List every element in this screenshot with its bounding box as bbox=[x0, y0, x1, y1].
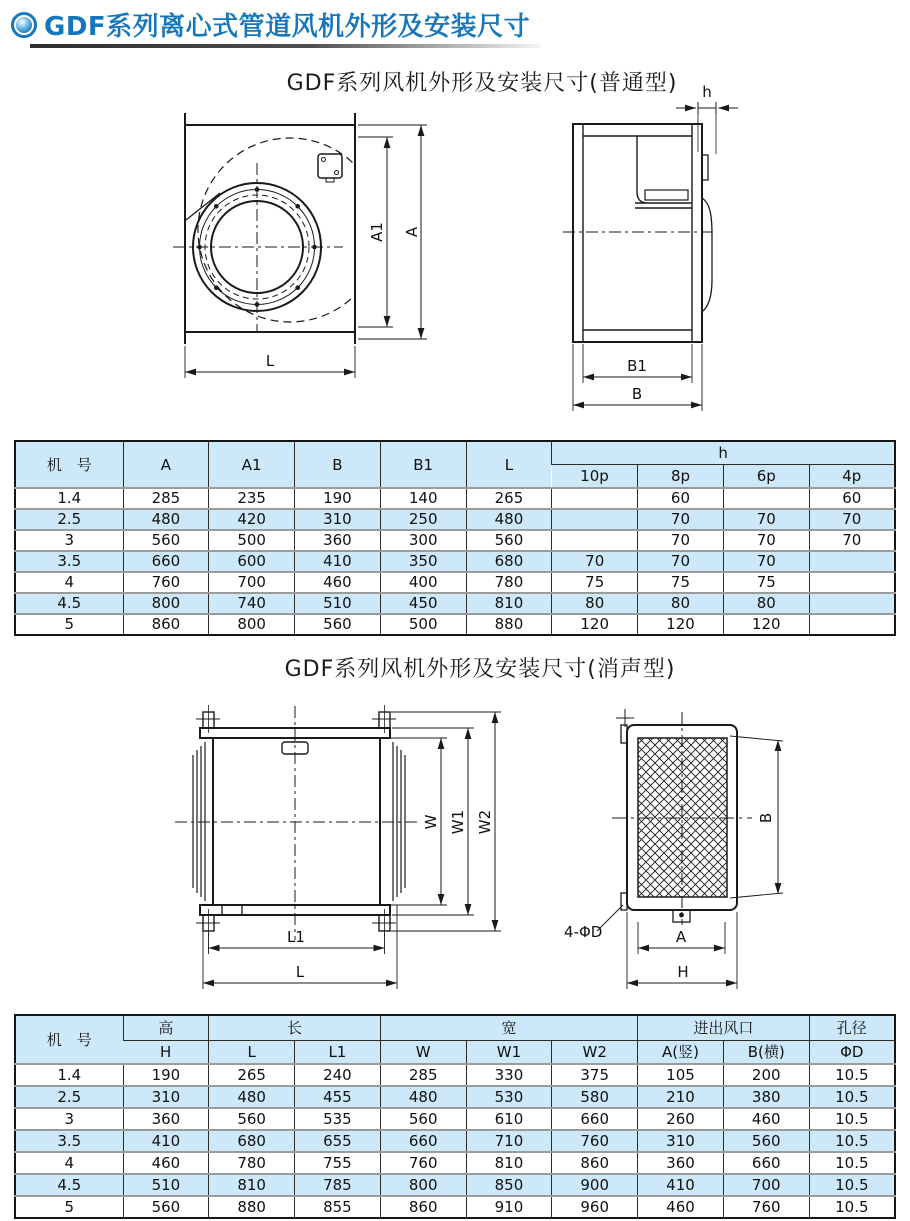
value-cell: 410 bbox=[123, 1130, 209, 1152]
value-cell: 70 bbox=[723, 509, 809, 530]
section2-subtitle: GDF系列风机外形及安装尺寸(消声型) bbox=[284, 657, 676, 682]
value-cell: 680 bbox=[466, 551, 552, 572]
silencer-front-view bbox=[597, 709, 783, 989]
table-row bbox=[15, 1130, 895, 1152]
bullseye-icon bbox=[11, 12, 37, 38]
value-cell: 850 bbox=[466, 1174, 552, 1196]
value-cell: 760 bbox=[723, 1196, 809, 1218]
machine-no-cell: 4.5 bbox=[57, 594, 82, 612]
junction-box bbox=[318, 154, 342, 182]
value-cell: 560 bbox=[209, 1108, 295, 1130]
col-header-L: L bbox=[209, 1041, 295, 1065]
dim-label-a: A bbox=[675, 928, 687, 946]
value-cell: 810 bbox=[466, 593, 552, 614]
value-cell: 265 bbox=[209, 1064, 295, 1086]
value-cell: 960 bbox=[552, 1196, 638, 1218]
value-cell: 10.5 bbox=[809, 1130, 895, 1152]
table-row bbox=[15, 488, 895, 509]
value-cell: 380 bbox=[723, 1086, 809, 1108]
machine-no-cell: 5 bbox=[64, 1198, 75, 1216]
value-cell: 360 bbox=[638, 1152, 724, 1174]
table-row bbox=[15, 530, 895, 551]
col-group-inlet-outlet: 进出风口 bbox=[638, 1015, 810, 1041]
value-cell: 510 bbox=[123, 1174, 209, 1196]
value-cell: 810 bbox=[209, 1174, 295, 1196]
side-view bbox=[563, 102, 738, 411]
silencer-table-body bbox=[15, 1064, 895, 1218]
col-header-machine-no: 机 号 bbox=[15, 1015, 123, 1064]
col-group-height: 高 bbox=[123, 1015, 209, 1041]
value-cell: 70 bbox=[723, 530, 809, 551]
value-cell: 480 bbox=[123, 509, 209, 530]
value-cell: 480 bbox=[209, 1086, 295, 1108]
value-cell: 410 bbox=[295, 551, 381, 572]
col-group-length: 长 bbox=[209, 1015, 381, 1041]
value-cell: 70 bbox=[723, 551, 809, 572]
col-header-h-group: h bbox=[552, 441, 895, 465]
value-cell: 10.5 bbox=[809, 1108, 895, 1130]
col-header-L1: L1 bbox=[295, 1041, 381, 1065]
value-cell: 75 bbox=[723, 572, 809, 593]
value-cell: 700 bbox=[209, 572, 295, 593]
value-cell: 500 bbox=[380, 614, 466, 635]
silencer-dimensions-table bbox=[14, 1014, 896, 1219]
hole-callout-label: 4-ΦD bbox=[564, 923, 603, 941]
table-row bbox=[15, 551, 895, 572]
value-cell: 375 bbox=[552, 1064, 638, 1086]
col-group-width: 宽 bbox=[380, 1015, 637, 1041]
dim-label-a: A bbox=[403, 226, 421, 238]
machine-no-cell: 1.4 bbox=[57, 1066, 82, 1084]
value-cell: 860 bbox=[380, 1196, 466, 1218]
silencer-type-diagram bbox=[160, 700, 860, 1010]
value-cell: 455 bbox=[295, 1086, 381, 1108]
col-header-10p: 10p bbox=[552, 465, 638, 489]
value-cell: 70 bbox=[638, 551, 724, 572]
col-header-phi-d: ΦD bbox=[809, 1041, 895, 1065]
value-cell: 70 bbox=[638, 509, 724, 530]
normal-type-diagram bbox=[140, 80, 760, 440]
value-cell: 610 bbox=[466, 1108, 552, 1130]
col-header-A1: A1 bbox=[209, 441, 295, 488]
table-row bbox=[15, 1196, 895, 1218]
value-cell: 250 bbox=[380, 509, 466, 530]
value-cell: 880 bbox=[209, 1196, 295, 1218]
dim-label-w: W bbox=[422, 814, 440, 830]
value-cell: 755 bbox=[295, 1152, 381, 1174]
value-cell: 535 bbox=[295, 1108, 381, 1130]
value-cell: 75 bbox=[638, 572, 724, 593]
col-header-B-horiz: B(横) bbox=[723, 1041, 809, 1065]
value-cell: 660 bbox=[723, 1152, 809, 1174]
machine-no-cell: 4 bbox=[64, 1154, 75, 1172]
page-title: GDF系列离心式管道风机外形及安装尺寸 bbox=[44, 12, 531, 42]
value-cell: 105 bbox=[638, 1064, 724, 1086]
value-cell: 460 bbox=[295, 572, 381, 593]
value-cell: 330 bbox=[466, 1064, 552, 1086]
value-cell: 10.5 bbox=[809, 1152, 895, 1174]
value-cell bbox=[809, 572, 895, 593]
value-cell: 655 bbox=[295, 1130, 381, 1152]
value-cell: 10.5 bbox=[809, 1086, 895, 1108]
dim-label-h: H bbox=[677, 963, 689, 981]
col-header-6p: 6p bbox=[723, 465, 809, 489]
table-row bbox=[15, 572, 895, 593]
machine-no-cell: 2.5 bbox=[57, 1088, 82, 1106]
col-header-W: W bbox=[380, 1041, 466, 1065]
value-cell: 70 bbox=[638, 530, 724, 551]
value-cell: 75 bbox=[552, 572, 638, 593]
machine-no-cell: 5 bbox=[64, 615, 75, 633]
value-cell: 660 bbox=[123, 551, 209, 572]
table-row bbox=[15, 509, 895, 530]
value-cell: 70 bbox=[552, 551, 638, 572]
value-cell: 450 bbox=[380, 593, 466, 614]
value-cell: 285 bbox=[380, 1064, 466, 1086]
machine-no-cell: 4 bbox=[64, 573, 75, 591]
table-row bbox=[15, 1152, 895, 1174]
value-cell: 80 bbox=[723, 593, 809, 614]
value-cell bbox=[723, 488, 809, 509]
dim-label-w2: W2 bbox=[476, 809, 494, 835]
value-cell: 140 bbox=[380, 488, 466, 509]
value-cell: 760 bbox=[123, 572, 209, 593]
table-row bbox=[15, 1108, 895, 1130]
col-header-machine-no: 机 号 bbox=[15, 441, 123, 488]
value-cell: 560 bbox=[723, 1130, 809, 1152]
value-cell: 400 bbox=[380, 572, 466, 593]
front-view bbox=[173, 113, 427, 378]
value-cell: 560 bbox=[466, 530, 552, 551]
table-row bbox=[15, 614, 895, 635]
value-cell: 710 bbox=[466, 1130, 552, 1152]
value-cell bbox=[552, 488, 638, 509]
value-cell: 480 bbox=[466, 509, 552, 530]
value-cell: 80 bbox=[552, 593, 638, 614]
value-cell: 410 bbox=[638, 1174, 724, 1196]
dim-label-b1: B1 bbox=[627, 357, 647, 375]
silencer-side-view bbox=[175, 705, 501, 989]
value-cell: 10.5 bbox=[809, 1064, 895, 1086]
col-header-4p: 4p bbox=[809, 465, 895, 489]
col-header-B: B bbox=[295, 441, 381, 488]
col-header-H: H bbox=[123, 1041, 209, 1065]
col-header-B1: B1 bbox=[380, 441, 466, 488]
value-cell: 300 bbox=[380, 530, 466, 551]
value-cell: 460 bbox=[123, 1152, 209, 1174]
value-cell bbox=[552, 509, 638, 530]
machine-no-cell: 1.4 bbox=[57, 489, 82, 507]
value-cell: 560 bbox=[123, 1196, 209, 1218]
value-cell: 60 bbox=[809, 488, 895, 509]
table-row bbox=[15, 1086, 895, 1108]
machine-no-cell: 3.5 bbox=[57, 552, 82, 570]
dim-label-l1: L1 bbox=[287, 928, 305, 946]
value-cell: 740 bbox=[209, 593, 295, 614]
value-cell: 560 bbox=[123, 530, 209, 551]
section1-subtitle: GDF系列风机外形及安装尺寸(普通型) bbox=[286, 71, 678, 96]
value-cell: 420 bbox=[209, 509, 295, 530]
col-group-hole-dia: 孔径 bbox=[809, 1015, 895, 1041]
value-cell: 80 bbox=[638, 593, 724, 614]
machine-no-cell: 2.5 bbox=[57, 510, 82, 528]
table-row bbox=[15, 1174, 895, 1196]
dim-label-w1: W1 bbox=[449, 809, 467, 835]
value-cell: 855 bbox=[295, 1196, 381, 1218]
value-cell: 210 bbox=[638, 1086, 724, 1108]
normal-table-body bbox=[15, 488, 895, 635]
value-cell: 240 bbox=[295, 1064, 381, 1086]
value-cell: 860 bbox=[552, 1152, 638, 1174]
value-cell: 360 bbox=[123, 1108, 209, 1130]
value-cell: 310 bbox=[295, 509, 381, 530]
value-cell: 660 bbox=[552, 1108, 638, 1130]
value-cell: 780 bbox=[209, 1152, 295, 1174]
value-cell: 760 bbox=[552, 1130, 638, 1152]
value-cell: 285 bbox=[123, 488, 209, 509]
machine-no-cell: 3.5 bbox=[57, 1132, 82, 1150]
machine-no-cell: 3 bbox=[64, 1110, 75, 1128]
value-cell bbox=[809, 593, 895, 614]
value-cell: 190 bbox=[295, 488, 381, 509]
value-cell: 910 bbox=[466, 1196, 552, 1218]
col-header-L: L bbox=[466, 441, 552, 488]
dim-label-l: L bbox=[265, 352, 275, 370]
dim-label-b: B bbox=[631, 385, 643, 403]
value-cell: 10.5 bbox=[809, 1174, 895, 1196]
value-cell: 700 bbox=[723, 1174, 809, 1196]
value-cell: 800 bbox=[380, 1174, 466, 1196]
value-cell: 265 bbox=[466, 488, 552, 509]
motor-plate bbox=[645, 190, 688, 200]
machine-no-cell: 4.5 bbox=[57, 1176, 82, 1194]
value-cell: 800 bbox=[123, 593, 209, 614]
value-cell: 70 bbox=[809, 530, 895, 551]
value-cell: 600 bbox=[209, 551, 295, 572]
value-cell: 680 bbox=[209, 1130, 295, 1152]
value-cell: 60 bbox=[638, 488, 724, 509]
value-cell: 580 bbox=[552, 1086, 638, 1108]
value-cell: 660 bbox=[380, 1130, 466, 1152]
value-cell: 120 bbox=[638, 614, 724, 635]
value-cell bbox=[809, 614, 895, 635]
value-cell: 810 bbox=[466, 1152, 552, 1174]
value-cell: 800 bbox=[209, 614, 295, 635]
value-cell: 780 bbox=[466, 572, 552, 593]
value-cell: 880 bbox=[466, 614, 552, 635]
value-cell: 560 bbox=[380, 1108, 466, 1130]
value-cell: 510 bbox=[295, 593, 381, 614]
value-cell: 460 bbox=[723, 1108, 809, 1130]
value-cell: 120 bbox=[552, 614, 638, 635]
dim-label-a1: A1 bbox=[368, 222, 386, 242]
value-cell: 310 bbox=[123, 1086, 209, 1108]
value-cell: 785 bbox=[295, 1174, 381, 1196]
value-cell: 500 bbox=[209, 530, 295, 551]
value-cell: 235 bbox=[209, 488, 295, 509]
normal-dimensions-table bbox=[14, 440, 896, 636]
machine-no-cell: 3 bbox=[64, 531, 75, 549]
dim-label-h: h bbox=[702, 83, 712, 101]
value-cell: 460 bbox=[638, 1196, 724, 1218]
col-header-A: A bbox=[123, 441, 209, 488]
value-cell: 260 bbox=[638, 1108, 724, 1130]
value-cell: 120 bbox=[723, 614, 809, 635]
title-underline bbox=[30, 44, 540, 48]
table-row bbox=[15, 1064, 895, 1086]
value-cell bbox=[809, 551, 895, 572]
value-cell: 350 bbox=[380, 551, 466, 572]
col-header-W1: W1 bbox=[466, 1041, 552, 1065]
value-cell: 10.5 bbox=[809, 1196, 895, 1218]
value-cell: 360 bbox=[295, 530, 381, 551]
col-header-A-vert: A(竖) bbox=[638, 1041, 724, 1065]
dim-label-b: B bbox=[757, 812, 775, 824]
table-row bbox=[15, 593, 895, 614]
col-header-8p: 8p bbox=[638, 465, 724, 489]
value-cell: 200 bbox=[723, 1064, 809, 1086]
value-cell: 530 bbox=[466, 1086, 552, 1108]
value-cell: 560 bbox=[295, 614, 381, 635]
value-cell: 310 bbox=[638, 1130, 724, 1152]
value-cell: 480 bbox=[380, 1086, 466, 1108]
value-cell: 760 bbox=[380, 1152, 466, 1174]
value-cell: 70 bbox=[809, 509, 895, 530]
value-cell: 860 bbox=[123, 614, 209, 635]
dim-label-l: L bbox=[295, 963, 305, 981]
value-cell: 190 bbox=[123, 1064, 209, 1086]
value-cell: 900 bbox=[552, 1174, 638, 1196]
col-header-W2: W2 bbox=[552, 1041, 638, 1065]
value-cell bbox=[552, 530, 638, 551]
